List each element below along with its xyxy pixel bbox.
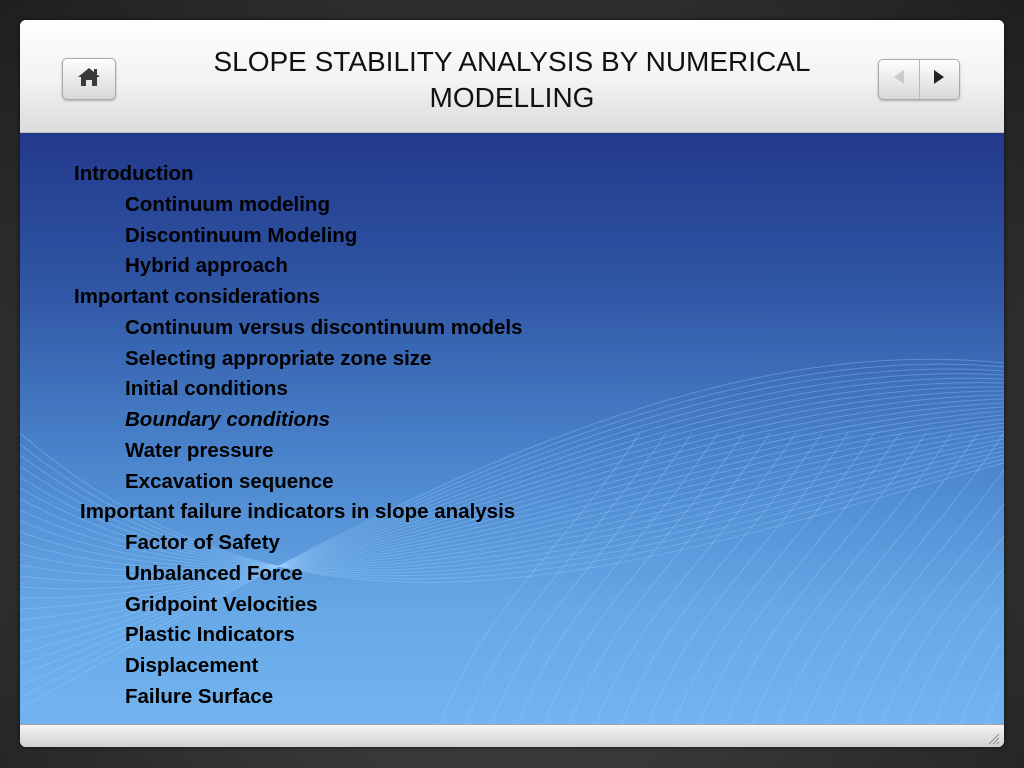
slide-content	[20, 133, 1004, 724]
home-icon	[76, 66, 102, 93]
outline-subitem: Plastic Indicators	[125, 623, 295, 647]
resize-grip-icon[interactable]	[986, 731, 1000, 745]
left-arrow-icon	[891, 68, 907, 91]
outline-subitem: Selecting appropriate zone size	[125, 346, 432, 370]
slide-frame	[20, 20, 1004, 747]
outline-subitem: Displacement	[125, 654, 259, 677]
outline-list	[74, 159, 523, 713]
right-arrow-icon	[931, 68, 947, 91]
outline-subitem: Hybrid approach	[125, 254, 288, 278]
outline-subitem: Initial conditions	[125, 377, 288, 401]
outline-subitem: Excavation sequence	[125, 469, 334, 493]
slide-footer	[20, 724, 1004, 747]
outline-subitem: Water pressure	[125, 438, 274, 462]
outline-heading: Important failure indicators in slope analysis	[80, 500, 516, 524]
slide-header	[20, 20, 1004, 133]
previous-slide-button[interactable]	[879, 60, 919, 99]
slide-navigation	[878, 59, 960, 100]
next-slide-button[interactable]	[919, 60, 960, 99]
outline-subitem: Continuum versus discontinuum models	[125, 315, 523, 339]
home-button[interactable]	[62, 58, 116, 100]
outline-subitem: Discontinuum Modeling	[125, 223, 358, 247]
outline-subitem: Boundary conditions	[125, 408, 330, 431]
slide-title: SLOPE STABILITY ANALYSIS BY NUMERICAL MODELLING	[213, 46, 811, 113]
outline-subitem: Failure Surface	[125, 684, 274, 708]
outline-subitem: Factor of Safety	[125, 531, 280, 554]
outline-subitem: Unbalanced Force	[125, 561, 303, 585]
outline-heading: Introduction	[74, 162, 194, 185]
outline-subitem: Continuum modeling	[125, 192, 330, 216]
outline-subitem: Gridpoint Velocities	[125, 592, 318, 616]
outline-heading: Important considerations	[74, 285, 321, 308]
